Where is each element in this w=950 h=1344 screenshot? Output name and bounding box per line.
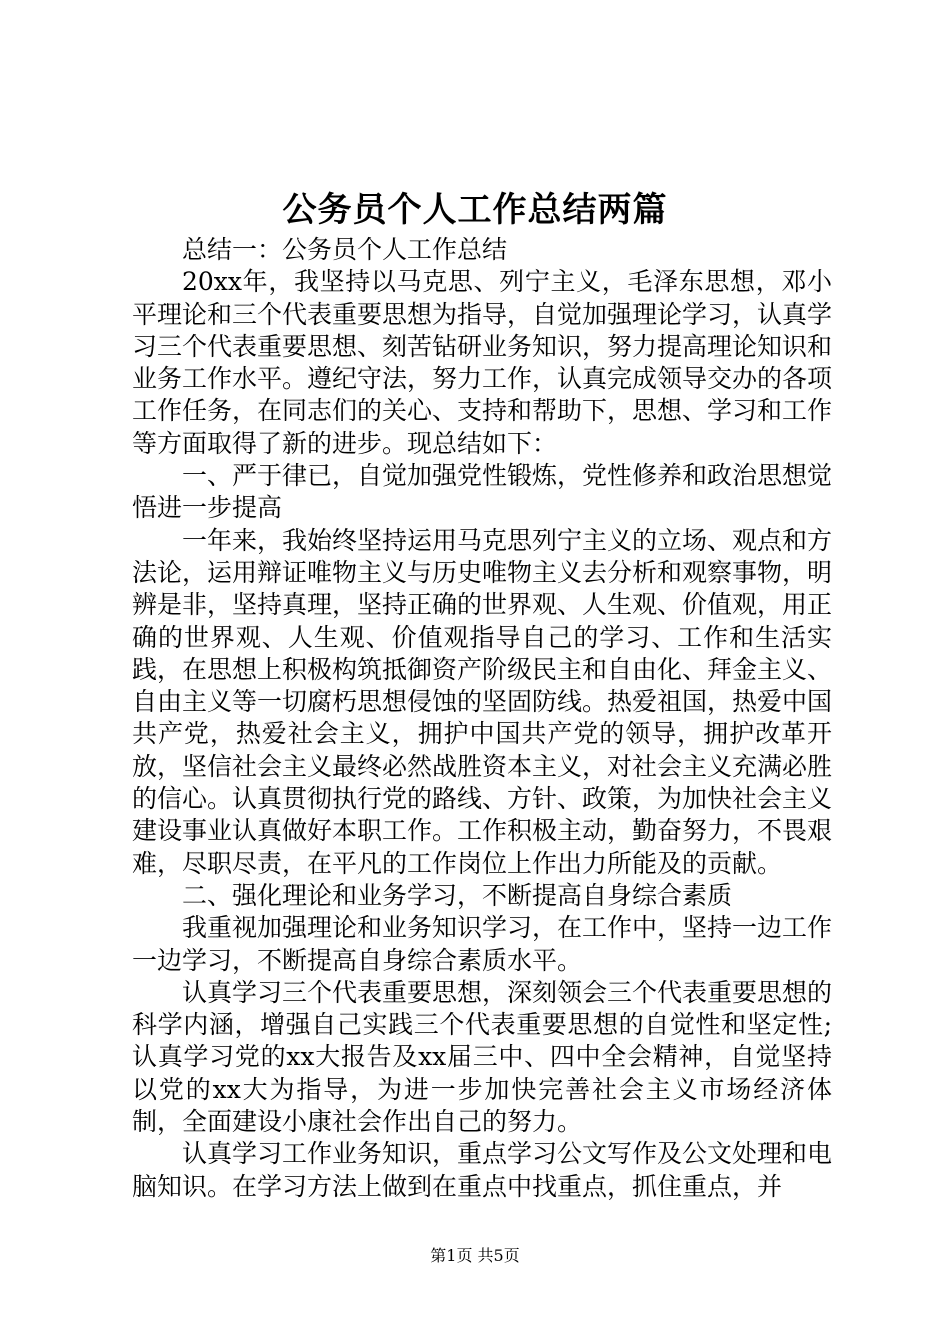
page-indicator: 第1页 共5页 [430, 1246, 520, 1265]
section-heading: 一、严于律已，自觉加强党性锻炼，党性修养和政治思想觉悟进一步提高 [132, 461, 833, 523]
section-heading: 总结一：公务员个人工作总结 [182, 235, 508, 264]
body-paragraph: 一年来，我始终坚持运用马克思列宁主义的立场、观点和方法论，运用辩证唯物主义与历史唯物主义去分析和观察事物，明辨是非，坚持真理，坚持正确的世界观、人生观、价值观，用正确的世界观、人生观、价值观指导自己的学习、工作和生活实践，在思想上积极构筑抵御资产阶级民主和自由化、拜金主义、自由主义等一切腐朽思想侵蚀的坚固防线。热爱祖国，热爱中国共产党，热爱社会主义，拥护中国共产党的领导，拥护改革开放，坚信社会主义最终必然战胜资本主义，对社会主义充满必胜的信心。认真贯彻执行党的路线、方针、政策，为加快社会主义建设事业认真做好本职工作。工作积极主动，勤奋努力，不畏艰难，尽职尽责，在平凡的工作岗位上作出力所能及的贡献。 [132, 525, 833, 878]
document-title: 公务员个人工作总结两篇 [282, 190, 668, 230]
document-body [132, 234, 832, 1203]
body-paragraph: 认真学习工作业务知识，重点学习公文写作及公文处理和电脑知识。在学习方法上做到在重点中找重点，抓住重点，并 [132, 1139, 833, 1201]
body-paragraph: 认真学习三个代表重要思想，深刻领会三个代表重要思想的科学内涵，增强自己实践三个代表重要思想的自觉性和坚定性;认真学习党的xx大报告及xx届三中、四中全会精神，自觉坚持以党的xx大为指导，为进一步加快完善社会主义市场经济体制，全面建设小康社会作出自己的努力。 [132, 977, 833, 1137]
body-paragraph: 我重视加强理论和业务知识学习，在工作中，坚持一边工作一边学习，不断提高自身综合素质水平。 [132, 913, 833, 975]
section-heading: 二、强化理论和业务学习，不断提高自身综合素质 [182, 880, 733, 910]
body-paragraph: 20xx年，我坚持以马克思、列宁主义，毛泽东思想，邓小平理论和三个代表重要思想为指导，自觉加强理论学习，认真学习三个代表重要思想、刻苦钻研业务知识，努力提高理论知识和业务工作水平。遵纪守法，努力工作，认真完成领导交办的各项工作任务，在同志们的关心、支持和帮助下，思想、学习和工作等方面取得了新的进步。现总结如下： [132, 267, 833, 458]
